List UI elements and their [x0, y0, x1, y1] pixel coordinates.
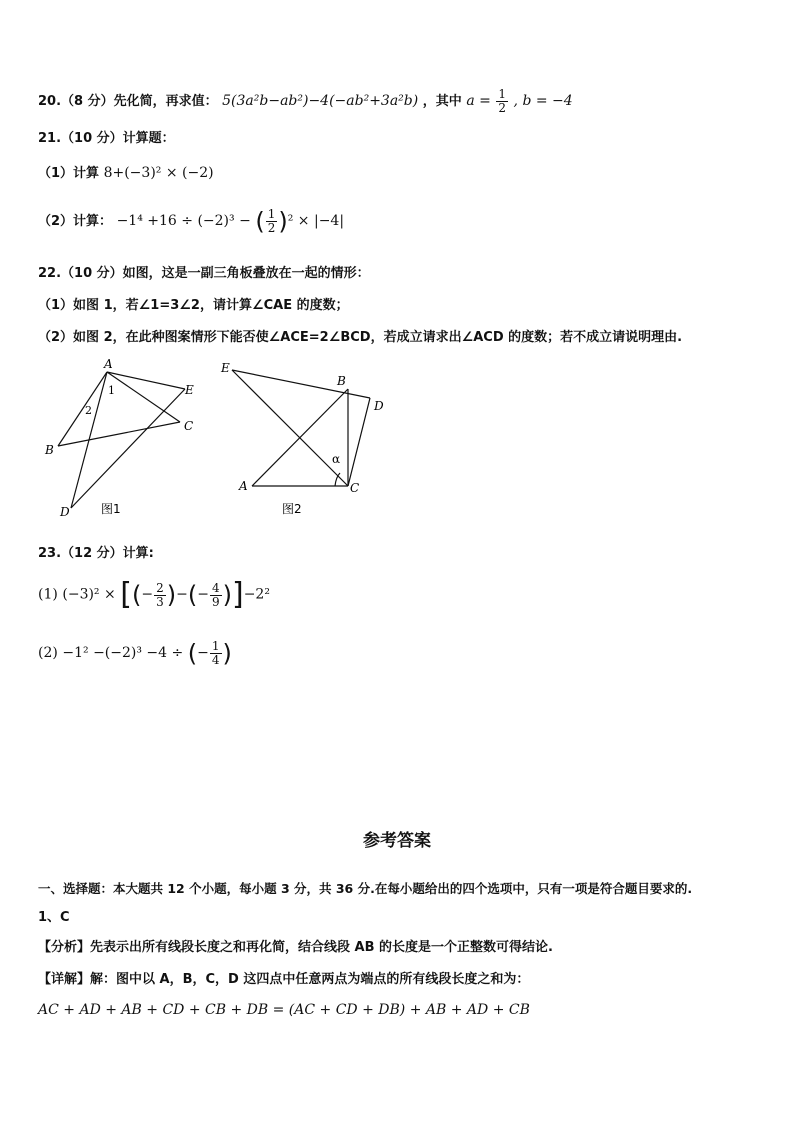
q23-p1-f2-num: 4 — [211, 580, 220, 595]
q20-frac-den: 2 — [498, 101, 507, 115]
fig2-label-e: E — [221, 361, 230, 375]
q20-fraction — [496, 88, 508, 115]
fig2-label-alpha: α — [332, 452, 341, 466]
q20-line — [38, 88, 573, 115]
fig2-caption: 图2 — [282, 502, 302, 516]
q22-part1: （1）如图 1，若∠1=3∠2，请计算∠CAE 的度数； — [38, 298, 349, 313]
fig1-angle-1: 1 — [108, 384, 115, 397]
figure-1 — [40, 356, 210, 522]
q23-part2 — [38, 640, 232, 667]
paren-left: ( — [255, 207, 265, 236]
q20-separator: ，其中 — [422, 94, 462, 109]
q20-cond-a: a = — [466, 93, 491, 109]
paren-left: ( — [131, 581, 142, 609]
q21-header: 21.（10 分）计算题： — [38, 131, 175, 146]
fig2-label-a: A — [239, 479, 248, 493]
paren-right: ) — [278, 207, 288, 236]
q20-expression: 5(3a²b−ab²)−4(−ab²+3a²b) — [222, 93, 419, 109]
answers-title: 参考答案 — [363, 831, 431, 851]
q21-p2-expr-a: −1⁴ +16 ÷ (−2)³ − — [116, 213, 251, 229]
q23-p1-f2-den: 9 — [211, 594, 220, 609]
q23-p1-label: (1) — [38, 586, 58, 603]
q21-part2 — [38, 208, 344, 235]
answers-item: 1、C — [38, 910, 70, 925]
q23-p2-a: −1² −(−2)³ −4 ÷ — [62, 645, 184, 661]
fig1-label-b: B — [45, 443, 54, 457]
q21-p2-frac-den: 2 — [267, 221, 276, 235]
minus-sign: − — [197, 586, 209, 603]
fig1-label-e: E — [185, 383, 194, 397]
fig2-label-c: C — [350, 481, 360, 495]
q23-p1-f1-num: 2 — [156, 580, 164, 595]
q22-header: 22.（10 分）如图，这是一副三角板叠放在一起的情形： — [38, 266, 370, 281]
q23-p2-label: (2) — [38, 645, 58, 661]
q23-p2-f-num: 1 — [211, 639, 220, 653]
fig1-caption: 图1 — [101, 502, 121, 516]
paren-right: ) — [166, 581, 177, 609]
q21-p2-expr-b: ² × |−4| — [287, 213, 345, 229]
fig1-label-d: D — [60, 505, 70, 519]
answers-intro: 一、选择题：本大题共 12 个小题，每小题 3 分，共 36 分.在每小题给出的四个选项中，只有一项是符合题目要求的. — [38, 881, 693, 896]
q20-cond-b: , b = −4 — [513, 93, 573, 109]
q23-p2-f-den: 4 — [211, 653, 220, 667]
fig1-label-c: C — [184, 419, 194, 433]
fig2-label-d: D — [374, 399, 384, 413]
q23-p1-frac1 — [154, 582, 166, 609]
q21-p2-label: （2）计算： — [38, 214, 113, 229]
q23-p1-a: (−3)² × — [62, 586, 116, 603]
q22-part2: （2）如图 2，在此种图案情形下能否使∠ACE=2∠BCD，若成立请求出∠ACD 的度数；若不成立请说明理由. — [38, 330, 683, 345]
paren-left: ( — [187, 639, 198, 668]
bracket-right: ] — [231, 577, 244, 612]
answers-detail: 【详解】解：图中以 A，B，C，D 这四点中任意两点为端点的所有线段长度之和为： — [38, 972, 530, 987]
paren-left: ( — [187, 581, 198, 609]
q23-header: 23.（12 分）计算: — [38, 546, 154, 561]
q23-part1 — [38, 577, 270, 612]
q20-frac-num: 1 — [498, 87, 507, 101]
minus-sign: − — [141, 586, 154, 603]
paren-right: ) — [222, 581, 232, 609]
q23-p2-frac — [210, 640, 222, 667]
q23-p1-frac2 — [210, 582, 222, 609]
q23-p1-tail: −2² — [243, 586, 270, 603]
q20-number: 20.（8 分）先化简，再求值： — [38, 94, 218, 109]
paren-right: ) — [222, 639, 232, 668]
minus-sign: − — [197, 645, 209, 661]
bracket-left: [ — [120, 577, 132, 612]
q21-p1-expr: 8+(−3)² × (−2) — [103, 165, 214, 181]
figure-2 — [215, 356, 395, 522]
q23-p1-f1-den: 3 — [156, 594, 164, 609]
answers-formula: AC + AD + AB + CD + CB + DB = (AC + CD + DB) + AB + AD + CB — [38, 1002, 530, 1018]
minus-sign: − — [176, 586, 188, 603]
q21-p1-label: （1）计算 — [38, 166, 100, 181]
fig2-label-b: B — [337, 374, 346, 388]
fig1-angle-2: 2 — [85, 404, 92, 417]
fig1-label-a: A — [104, 357, 113, 371]
q21-p2-fraction — [266, 208, 278, 235]
q21-part1 — [38, 162, 214, 181]
answers-analysis: 【分析】先表示出所有线段长度之和再化简，结合线段 AB 的长度是一个正整数可得结论. — [38, 940, 553, 955]
q21-p2-frac-num: 1 — [267, 207, 276, 221]
